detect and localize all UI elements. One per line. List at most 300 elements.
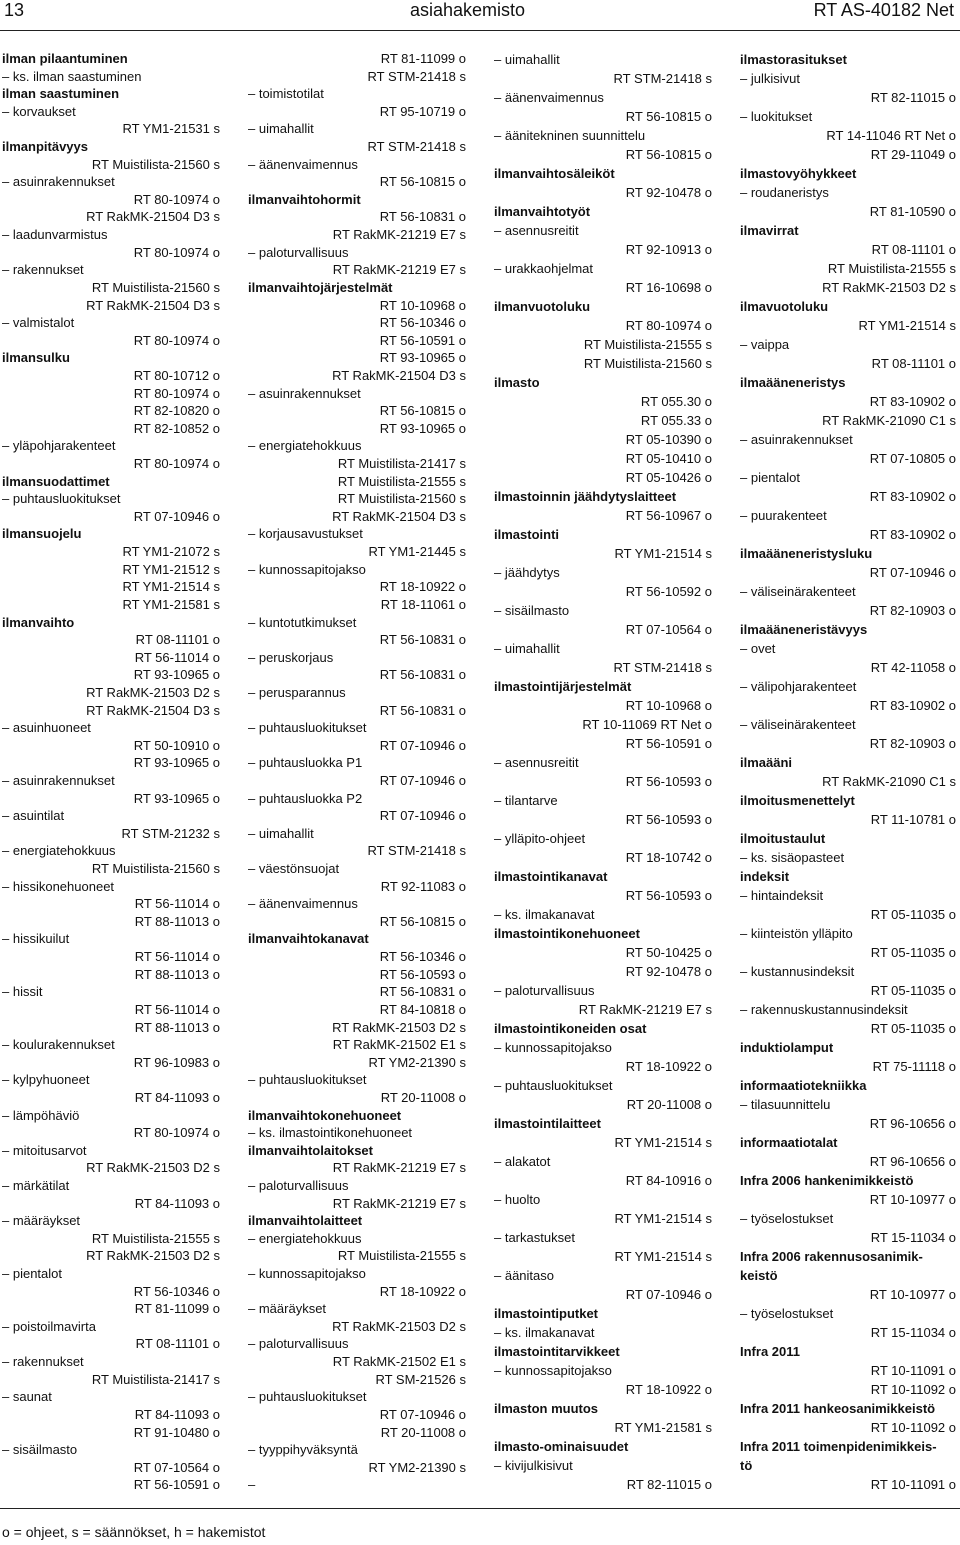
index-reference: RT RakMK-21090 C1 s [822, 774, 956, 789]
index-reference: RT 84-10818 o [379, 1001, 466, 1017]
index-subentry: – puhtausluokitukset [248, 1389, 367, 1405]
index-reference: RT 56-11014 o [134, 896, 220, 912]
index-reference: RT Muistilista-21417 s [91, 1371, 220, 1387]
index-reference: RT Muistilista-21560 s [337, 491, 466, 507]
index-subentry: – ovet [740, 641, 776, 656]
index-reference: RT 05-11035 o [870, 1021, 956, 1036]
index-reference: RT 05-11035 o [870, 983, 956, 998]
index-reference: RT 56-10831 o [379, 667, 466, 683]
index-reference: RT 84-11093 o [134, 1195, 220, 1211]
index-subentry: – koulurakennukset [2, 1037, 115, 1053]
index-reference: RT RakMK-21504 D3 s [86, 702, 220, 718]
index-reference: RT Muistilista-21555 s [337, 473, 466, 489]
index-heading: ilmastointi [494, 527, 560, 542]
index-reference: RT 80-10974 o [133, 1125, 220, 1141]
index-heading: ilmanpitävyys [2, 139, 88, 155]
index-subentry: – äänitaso [494, 1268, 554, 1283]
index-reference: RT 50-10425 o [625, 945, 712, 960]
index-reference: RT 56-11014 o [134, 949, 220, 965]
index-reference: RT 93-10965 o [133, 790, 220, 806]
index-reference: RT 08-11101 o [135, 632, 220, 648]
index-subentry: – sisäilmasto [2, 1442, 78, 1458]
index-heading: ilmaääneneristävyys [740, 622, 868, 637]
index-heading: ilmasto [494, 375, 540, 390]
index-reference: RT 10-11069 RT Net o [582, 717, 712, 732]
index-heading: ilmaääneneristysluku [740, 546, 873, 561]
page-number: 13 [4, 0, 25, 20]
index-subentry: – uimahallit [248, 121, 314, 137]
index-reference: RT 11-10781 o [870, 812, 956, 827]
index-reference: RT 81-10590 o [869, 204, 956, 219]
index-reference: RT 20-11008 o [380, 1424, 466, 1440]
index-subentry: – jäähdytys [494, 565, 560, 580]
index-subentry: – julkisivut [740, 71, 800, 86]
index-subentry: – asuinhuoneet [2, 720, 91, 736]
index-subentry: – tyyppihyväksyntä [248, 1442, 358, 1458]
index-subentry: – märkätilat [2, 1178, 70, 1193]
index-reference: RT YM1-21531 s [122, 121, 220, 137]
index-reference: RT 82-11015 o [870, 90, 956, 105]
index-subentry: – tilantarve [494, 793, 558, 808]
index-reference: RT Muistilista-21560 s [91, 861, 220, 877]
index-reference: RT 10-11091 o [870, 1477, 956, 1492]
index-reference: RT 18-10742 o [625, 850, 712, 865]
index-heading: ilmaääneneristys [740, 375, 846, 390]
index-heading: ilmastointikanavat [494, 869, 608, 884]
index-heading: ilmastorasitukset [740, 52, 847, 67]
index-reference: RT 20-11008 o [626, 1097, 712, 1112]
index-reference: RT RakMK-21502 E1 s [332, 1354, 466, 1370]
index-reference: RT 80-10974 o [133, 332, 220, 348]
index-reference: RT 96-10656 o [869, 1116, 956, 1131]
index-heading: ilmanvaihtolaitteet [248, 1213, 363, 1229]
index-reference: RT 18-10922 o [379, 1283, 466, 1299]
legend-footer: o = ohjeet, s = säännökset, h = hakemistot [2, 1524, 266, 1540]
index-heading: ilmanvaihtohormit [248, 191, 361, 207]
index-subentry: – roudaneristys [740, 185, 829, 200]
index-heading: ilmanvaihtotyöt [494, 204, 591, 219]
index-reference: RT 56-10346 o [133, 1283, 220, 1299]
index-subentry: – paloturvallisuus [248, 1336, 349, 1352]
index-subentry: – saunat [2, 1389, 52, 1405]
index-subentry: – äänenvaimennus [248, 896, 358, 912]
index-subentry: – hissikonehuoneet [2, 878, 115, 894]
index-reference: RT RakMK-21219 E7 s [332, 262, 466, 278]
index-subentry: – uimahallit [494, 52, 560, 67]
index-reference: RT 83-10902 o [869, 527, 956, 542]
index-subentry: – alakatot [494, 1154, 551, 1169]
index-subentry: – puhtausluokitukset [494, 1078, 613, 1093]
index-subentry: – väliseinärakenteet [740, 584, 856, 599]
index-reference: RT 56-10831 o [379, 702, 466, 718]
index-reference: RT YM1-21581 s [614, 1420, 712, 1435]
index-reference: RT 07-10946 o [379, 772, 466, 788]
index-reference: RT 56-10815 o [379, 913, 466, 929]
index-subentry: – puhtausluokitukset [248, 720, 367, 736]
index-subentry: – välipohjarakenteet [740, 679, 857, 694]
index-reference: RT 07-10946 o [625, 1287, 712, 1302]
index-reference: RT 56-10815 o [625, 147, 712, 162]
index-reference: RT 055.33 o [640, 413, 712, 428]
index-reference: RT 93-10965 o [133, 755, 220, 771]
index-reference: RT 05-10426 o [625, 470, 712, 485]
index-reference: RT 81-11099 o [380, 51, 466, 66]
index-heading: ilmavirrat [740, 223, 799, 238]
index-subentry: – äänenvaimennus [494, 90, 604, 105]
index-reference: RT 56-10592 o [625, 584, 712, 599]
index-subentry: – urakkaohjelmat [494, 261, 593, 276]
index-reference: RT 05-10390 o [625, 432, 712, 447]
index-subentry: – paloturvallisuus [248, 244, 349, 260]
index-reference: RT 93-10965 o [379, 420, 466, 436]
index-reference: RT 16-10698 o [625, 280, 712, 295]
index-reference: RT RakMK-21504 D3 s [332, 367, 466, 383]
index-subentry: – pientalot [2, 1266, 62, 1282]
index-heading: ilmanvaihtosäleiköt [494, 166, 615, 181]
index-reference: RT 15-11034 o [870, 1230, 956, 1245]
index-reference: RT 80-10974 o [133, 385, 220, 401]
index-subentry: – energiatehokkuus [248, 1230, 362, 1246]
index-reference: RT 83-10902 o [869, 698, 956, 713]
index-subentry: – puurakenteet [740, 508, 827, 523]
index-heading: ilmaääni [740, 755, 793, 770]
index-reference: RT RakMK-21219 E7 s [332, 1195, 466, 1211]
index-reference: RT 56-10591 o [133, 1477, 220, 1493]
index-reference: RT 10-10968 o [379, 297, 466, 313]
index-reference: RT 80-10974 o [133, 191, 220, 207]
index-reference: RT RakMK-21090 C1 s [822, 413, 956, 428]
index-subentry: – asuinrakennukset [740, 432, 853, 447]
index-subentry: – väliseinärakenteet [740, 717, 856, 732]
index-reference: RT 56-10591 o [625, 736, 712, 751]
index-subentry: – asuintilat [2, 808, 65, 824]
index-reference: RT 08-11101 o [871, 356, 956, 371]
index-reference: RT 56-10346 o [379, 949, 466, 965]
index-reference: RT RakMK-21503 D2 s [86, 1160, 220, 1176]
index-subentry: – kunnossapitojakso [494, 1040, 612, 1055]
index-subentry: – mitoitusarvot [2, 1142, 87, 1158]
index-subentry: – asuinrakennukset [248, 385, 361, 401]
index-subentry: – ks. ilman saastuminen [2, 68, 142, 84]
index-reference: RT Muistilista-21560 s [91, 156, 220, 172]
index-subentry: – asuinrakennukset [2, 772, 115, 788]
index-subentry: – kylpyhuoneet [2, 1072, 90, 1088]
index-subentry: – puhtausluokka P1 [248, 755, 363, 771]
index-reference: RT YM1-21581 s [122, 596, 220, 612]
index-reference: RT Muistilista-21555 s [91, 1230, 220, 1246]
index-heading: ilmastointikoneiden osat [494, 1021, 647, 1036]
index-subentry: – ks. ilmakanavat [494, 907, 595, 922]
index-subentry: – asennusreitit [494, 755, 579, 770]
index-reference: RT 07-10564 o [625, 622, 712, 637]
index-heading: ilmastovyöhykkeet [740, 166, 857, 181]
index-reference: RT 15-11034 o [870, 1325, 956, 1340]
index-subentry: – rakennukset [2, 1354, 84, 1370]
index-reference: RT Muistilista-21560 s [91, 279, 220, 295]
index-reference: RT STM-21418 s [367, 139, 466, 155]
index-heading: Infra 2011 hankeosanimikkeistö [740, 1401, 936, 1416]
index-subentry: – lämpöhäviö [2, 1107, 80, 1123]
index-subentry: – poistoilmavirta [2, 1318, 96, 1334]
index-reference: RT 75-11118 o [872, 1059, 956, 1074]
index-subentry: – puhtausluokitukset [248, 1072, 367, 1088]
index-heading: Infra 2006 hankenimikkeistö [740, 1173, 914, 1188]
index-reference: RT 84-11093 o [134, 1406, 220, 1422]
index-subentry: – työselostukset [740, 1211, 834, 1226]
index-subentry: – tarkastukset [494, 1230, 575, 1245]
index-reference: RT 93-10965 o [379, 350, 466, 366]
index-column-1 [2, 50, 220, 1494]
index-reference: RT STM-21232 s [121, 825, 220, 841]
index-reference: RT 05-11035 o [870, 945, 956, 960]
index-subentry: – hissikuilut [2, 931, 70, 947]
index-reference: RT RakMK-21219 E7 s [578, 1002, 712, 1017]
index-reference: RT 93-10965 o [133, 667, 220, 683]
index-heading: ilman saastuminen [2, 86, 120, 102]
index-subentry: – kustannusindeksit [740, 964, 855, 979]
index-subentry: – laadunvarmistus [2, 227, 108, 243]
index-reference: RT SM-21526 s [375, 1371, 466, 1387]
index-reference: RT 56-10967 o [625, 508, 712, 523]
index-reference: RT RakMK-21504 D3 s [86, 209, 220, 225]
index-reference: RT 14-11046 RT Net o [826, 128, 956, 143]
index-reference: RT 18-11061 o [380, 596, 466, 612]
index-subentry: – tilasuunnittelu [740, 1097, 831, 1112]
index-heading: ilmanvaihtokonehuoneet [248, 1107, 402, 1123]
index-heading: ilmanvaihtokanavat [248, 931, 369, 947]
index-subentry: – perusparannus [248, 684, 346, 700]
index-reference: RT 56-10593 o [379, 966, 466, 982]
index-reference: RT 05-11035 o [870, 907, 956, 922]
index-heading: ilmansuojelu [2, 526, 82, 542]
index-reference: RT 18-10922 o [625, 1059, 712, 1074]
index-subentry: – asuinrakennukset [2, 174, 115, 190]
index-reference: RT STM-21418 s [613, 660, 712, 675]
index-reference: RT 56-10593 o [625, 774, 712, 789]
index-reference: RT 50-10910 o [133, 737, 220, 753]
index-reference: RT 82-11015 o [626, 1477, 712, 1492]
index-subentry: – määräykset [2, 1213, 81, 1229]
index-reference: RT 82-10820 o [133, 403, 220, 419]
index-heading: ilmastointikonehuoneet [494, 926, 640, 941]
index-reference: RT 56-10831 o [379, 632, 466, 648]
index-subentry: – ks. ilmastointikonehuoneet [248, 1125, 413, 1141]
index-heading: ilmanvaihto [2, 614, 75, 630]
index-heading: Infra 2006 rakennusosanimik- [740, 1249, 923, 1264]
index-subentry: – ks. ilmakanavat [494, 1325, 595, 1340]
header-rule [0, 30, 960, 31]
index-reference: RT 83-10902 o [869, 394, 956, 409]
index-reference: RT 56-10346 o [379, 315, 466, 331]
index-reference: RT 56-10815 o [625, 109, 712, 124]
index-reference: RT 10-10977 o [869, 1192, 956, 1207]
index-subentry: – uimahallit [494, 641, 560, 656]
index-subentry: – kivijulkisivut [494, 1458, 573, 1473]
index-reference: RT YM1-21512 s [122, 561, 220, 577]
index-heading: ilmanvaihtolaitokset [248, 1142, 373, 1158]
index-subentry: – paloturvallisuus [494, 983, 595, 998]
index-reference: RT RakMK-21503 D2 s [332, 1019, 466, 1035]
index-reference: RT 56-11014 o [134, 1001, 220, 1017]
index-reference: RT 96-10983 o [133, 1054, 220, 1070]
index-reference: RT 81-11099 o [134, 1301, 220, 1317]
index-reference: RT 92-10478 o [625, 964, 712, 979]
index-reference: RT 84-10916 o [625, 1173, 712, 1188]
index-reference: RT RakMK-21503 D2 s [822, 280, 956, 295]
index-reference: RT Muistilista-21417 s [337, 456, 466, 472]
index-reference: RT 92-10913 o [625, 242, 712, 257]
index-subentry: – energiatehokkuus [248, 438, 362, 454]
index-subentry: – äänenvaimennus [248, 156, 358, 172]
index-heading: informaatiotekniikka [740, 1078, 867, 1093]
index-subentry: – [248, 1477, 256, 1493]
index-reference: RT 88-11013 o [134, 913, 220, 929]
index-subentry: – sisäilmasto [494, 603, 570, 618]
index-reference: RT 92-10478 o [625, 185, 712, 200]
index-subentry: – peruskorjaus [248, 649, 334, 665]
index-heading: ilmanvuotoluku [494, 299, 591, 314]
index-reference: RT 56-10815 o [379, 174, 466, 190]
index-reference: RT 56-10831 o [379, 209, 466, 225]
index-reference: RT 42-11058 o [870, 660, 956, 675]
index-reference: RT 56-10831 o [379, 984, 466, 1000]
index-subentry: – energiatehokkuus [2, 843, 116, 859]
index-reference: RT 80-10974 o [133, 244, 220, 260]
footer-rule [0, 1508, 960, 1509]
index-heading: induktiolamput [740, 1040, 834, 1055]
index-reference: RT STM-21418 s [367, 843, 466, 859]
index-reference: RT YM2-21390 s [368, 1459, 466, 1475]
index-reference: RT 88-11013 o [134, 966, 220, 982]
index-reference: RT 83-10902 o [869, 489, 956, 504]
index-subentry: – pientalot [740, 470, 800, 485]
index-heading: Infra 2011 toimenpidenimikkeis- [740, 1439, 937, 1454]
index-heading: ilmansulku [2, 350, 70, 366]
index-reference: RT 10-11091 o [870, 1363, 956, 1378]
index-subentry: – hissit [2, 984, 43, 1000]
index-reference: RT 96-10656 o [869, 1154, 956, 1169]
index-heading: informaatiotalat [740, 1135, 838, 1150]
index-reference: RT 84-11093 o [134, 1089, 220, 1105]
index-reference: RT STM-21418 s [367, 68, 466, 84]
index-heading: ilmastointitarvikkeet [494, 1344, 620, 1359]
index-column-4 [740, 50, 956, 1494]
page-header [0, 0, 960, 24]
index-subentry: – valmistalot [2, 315, 75, 331]
index-subentry: – puhtausluokka P2 [248, 790, 363, 806]
index-reference: RT 10-10977 o [869, 1287, 956, 1302]
index-subentry: – äänitekninen suunnittelu [494, 128, 646, 143]
index-heading: tö [740, 1458, 753, 1473]
index-reference: RT YM1-21514 s [614, 1249, 712, 1264]
index-reference: RT RakMK-21503 D2 s [86, 684, 220, 700]
index-reference: RT 91-10480 o [133, 1424, 220, 1440]
index-reference: RT YM1-21514 s [614, 546, 712, 561]
index-reference: RT RakMK-21219 E7 s [332, 1160, 466, 1176]
index-reference: RT 82-10852 o [133, 420, 220, 436]
index-reference: RT 07-10805 o [869, 451, 956, 466]
index-reference: RT 88-11013 o [134, 1019, 220, 1035]
index-reference: RT 56-11014 o [134, 649, 220, 665]
index-subentry: – paloturvallisuus [248, 1178, 349, 1193]
index-reference: RT 80-10974 o [133, 456, 220, 472]
index-reference: RT YM1-21514 s [858, 318, 956, 333]
index-reference: RT 05-10410 o [625, 451, 712, 466]
index-reference: RT 08-11101 o [135, 1336, 220, 1352]
index-reference: RT 80-10712 o [133, 367, 220, 383]
index-reference: RT 18-10922 o [379, 579, 466, 595]
header-title: asiahakemisto [410, 0, 526, 20]
index-subentry: – ylläpito-ohjeet [494, 831, 586, 846]
index-reference: RT Muistilista-21555 s [583, 337, 712, 352]
index-subentry: – työselostukset [740, 1306, 834, 1321]
index-heading: ilmanvaihtojärjestelmät [248, 279, 393, 295]
index-reference: RT 56-10591 o [379, 332, 466, 348]
index-reference: RT 10-10968 o [625, 698, 712, 713]
index-reference: RT 08-11101 o [871, 242, 956, 257]
index-subentry: – hintaindeksit [740, 888, 824, 903]
index-reference: RT 10-11092 o [870, 1420, 956, 1435]
index-reference: RT 07-10946 o [379, 808, 466, 824]
index-reference: RT YM1-21514 s [614, 1211, 712, 1226]
index-reference: RT 56-10815 o [379, 403, 466, 419]
index-reference: RT 07-10946 o [869, 565, 956, 580]
index-reference: RT 80-10974 o [625, 318, 712, 333]
index-heading: ilmastoinnin jäähdytyslaitteet [494, 489, 677, 504]
index-reference: RT 56-10593 o [625, 812, 712, 827]
index-reference: RT YM1-21072 s [122, 544, 220, 560]
index-column-3 [494, 50, 712, 1494]
index-reference: RT 92-11083 o [380, 878, 466, 894]
index-heading: ilmastointilaitteet [494, 1116, 601, 1131]
index-reference: RT 20-11008 o [380, 1089, 466, 1105]
index-reference: RT 82-10903 o [869, 603, 956, 618]
index-heading: ilmavuotoluku [740, 299, 829, 314]
index-subentry: – korvaukset [2, 103, 76, 119]
index-reference: RT Muistilista-21555 s [827, 261, 956, 276]
index-reference: RT Muistilista-21555 s [337, 1248, 466, 1264]
index-subentry: – luokitukset [740, 109, 813, 124]
index-reference: RT 055.30 o [640, 394, 712, 409]
index-subentry: – ks. sisäopasteet [740, 850, 845, 865]
index-reference: RT RakMK-21219 E7 s [332, 227, 466, 243]
index-reference: RT 56-10593 o [625, 888, 712, 903]
index-reference: RT 82-10903 o [869, 736, 956, 751]
index-subentry: – asennusreitit [494, 223, 579, 238]
index-subentry: – korjausavustukset [248, 526, 363, 542]
index-subentry: – määräykset [248, 1301, 327, 1317]
index-reference: RT 07-10946 o [133, 508, 220, 524]
index-reference: RT RakMK-21504 D3 s [332, 508, 466, 524]
index-heading: ilmasto-ominaisuudet [494, 1439, 629, 1454]
index-reference: RT RakMK-21503 D2 s [86, 1248, 220, 1264]
index-subentry: – väestönsuojat [248, 861, 340, 877]
index-reference: RT Muistilista-21560 s [583, 356, 712, 371]
index-heading: keistö [740, 1268, 778, 1283]
index-heading: ilmoitustaulut [740, 831, 826, 846]
index-reference: RT 18-10922 o [625, 1382, 712, 1397]
index-subentry: – toimistotilat [248, 86, 324, 102]
index-reference: RT 07-10946 o [379, 737, 466, 753]
index-subentry: – vaippa [740, 337, 790, 352]
index-subentry: – kiinteistön ylläpito [740, 926, 853, 941]
index-subentry: – yläpohjarakenteet [2, 438, 116, 454]
index-subentry: – kuntotutkimukset [248, 614, 357, 630]
index-subentry: – kunnossapitojakso [248, 1266, 366, 1282]
index-heading: Infra 2011 [740, 1344, 800, 1359]
index-heading: ilmastointiputket [494, 1306, 599, 1321]
index-subentry: – huolto [494, 1192, 541, 1207]
